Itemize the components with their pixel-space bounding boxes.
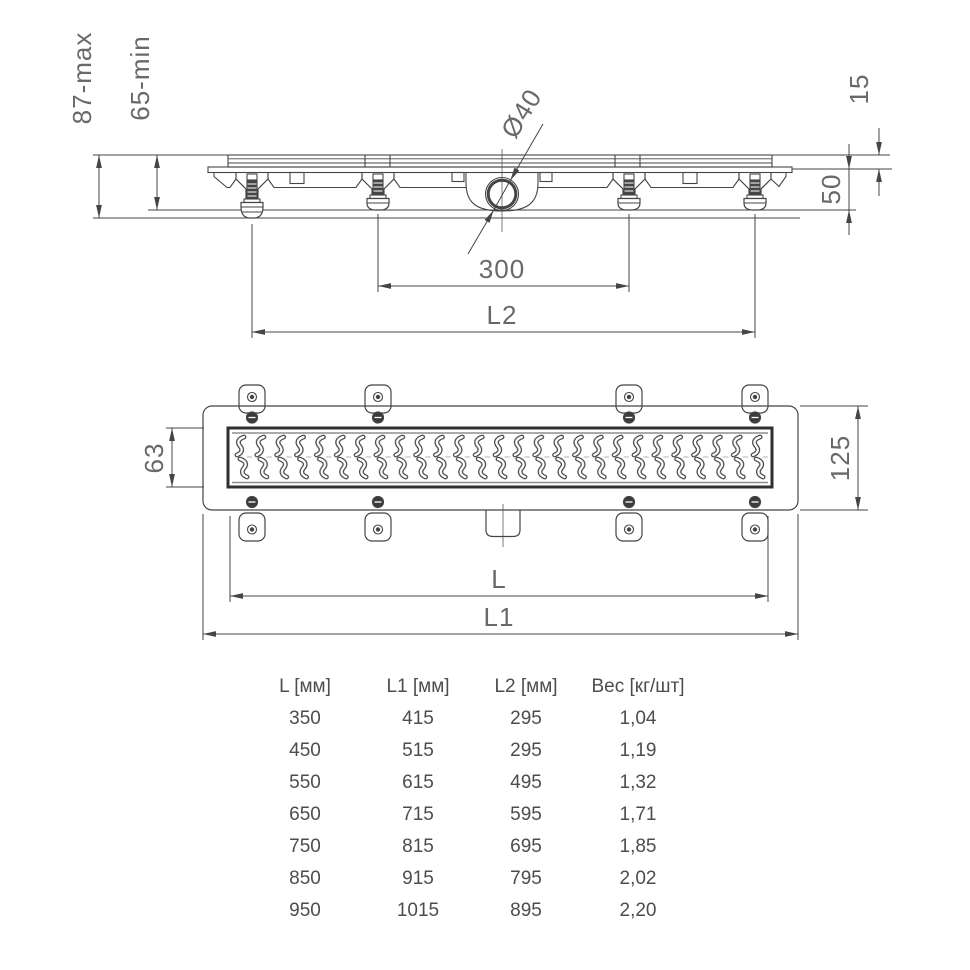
table-cell: 1,32 (619, 772, 657, 793)
mounting-tab (616, 497, 642, 542)
mounting-tab (239, 497, 265, 542)
col-header-weight: Вес [кг/шт] (591, 676, 685, 697)
table-cell: 550 (289, 772, 321, 793)
mounting-tab (239, 385, 265, 423)
dim-300-label: 300 (478, 254, 526, 284)
dim-65-min-label: 65-min (125, 35, 155, 121)
table-cell: 750 (289, 836, 321, 857)
table-cell: 515 (402, 740, 434, 761)
table-cell: 650 (289, 804, 321, 825)
table-cell: 2,02 (619, 868, 657, 889)
table-cell: 695 (510, 836, 542, 857)
size-table (248, 671, 698, 927)
col-header-l2: L2 [мм] (494, 676, 558, 697)
table-cell: 595 (510, 804, 542, 825)
table-cell: 850 (289, 868, 321, 889)
table-cell: 295 (510, 740, 542, 761)
adjustable-leg (739, 173, 771, 211)
side-view (93, 149, 892, 232)
table-cell: 415 (402, 708, 434, 729)
table-cell: 815 (402, 836, 434, 857)
mounting-tab (365, 497, 391, 542)
table-cell: 2,20 (619, 900, 657, 921)
mounting-tab (742, 497, 768, 542)
table-cell: 495 (510, 772, 542, 793)
flange-side-profile (208, 167, 792, 173)
dim-125-label: 125 (825, 434, 855, 482)
table-cell: 895 (510, 900, 542, 921)
table-cell: 715 (402, 804, 434, 825)
grate-top-view (228, 428, 772, 487)
table-cell: 795 (510, 868, 542, 889)
col-header-l1: L1 [мм] (386, 676, 450, 697)
table-cell: 1,19 (619, 740, 657, 761)
adjustable-leg (613, 173, 645, 211)
mounting-tab (365, 385, 391, 423)
grate-side-profile (228, 155, 772, 167)
dim-63-label: 63 (139, 442, 169, 474)
table-cell: 915 (402, 868, 434, 889)
table-cell: 615 (402, 772, 434, 793)
dim-l2-label: L2 (486, 300, 518, 330)
adjustable-leg (362, 173, 394, 211)
dim-l1-label: L1 (483, 602, 515, 632)
top-view (203, 385, 798, 547)
table-cell: 350 (289, 708, 321, 729)
table-cell: 295 (510, 708, 542, 729)
dim-87-max-label: 87-max (67, 31, 97, 125)
table-cell: 1015 (396, 900, 440, 921)
table-cell: 1,71 (619, 804, 657, 825)
dim-50-label: 50 (816, 173, 846, 205)
dim-diameter-label: Ø40 (494, 83, 548, 144)
mounting-tab (742, 385, 768, 423)
dim-l-label: L (491, 564, 507, 594)
table-cell: 1,85 (619, 836, 657, 857)
mounting-tab (616, 385, 642, 423)
table-cell: 1,04 (619, 708, 657, 729)
adjustable-leg (236, 173, 268, 219)
dim-15-label: 15 (844, 73, 874, 105)
table-cell: 450 (289, 740, 321, 761)
col-header-l: L [мм] (279, 676, 331, 697)
table-cell: 950 (289, 900, 321, 921)
channel-body-profile (214, 173, 786, 212)
drain-outlet (486, 149, 519, 232)
